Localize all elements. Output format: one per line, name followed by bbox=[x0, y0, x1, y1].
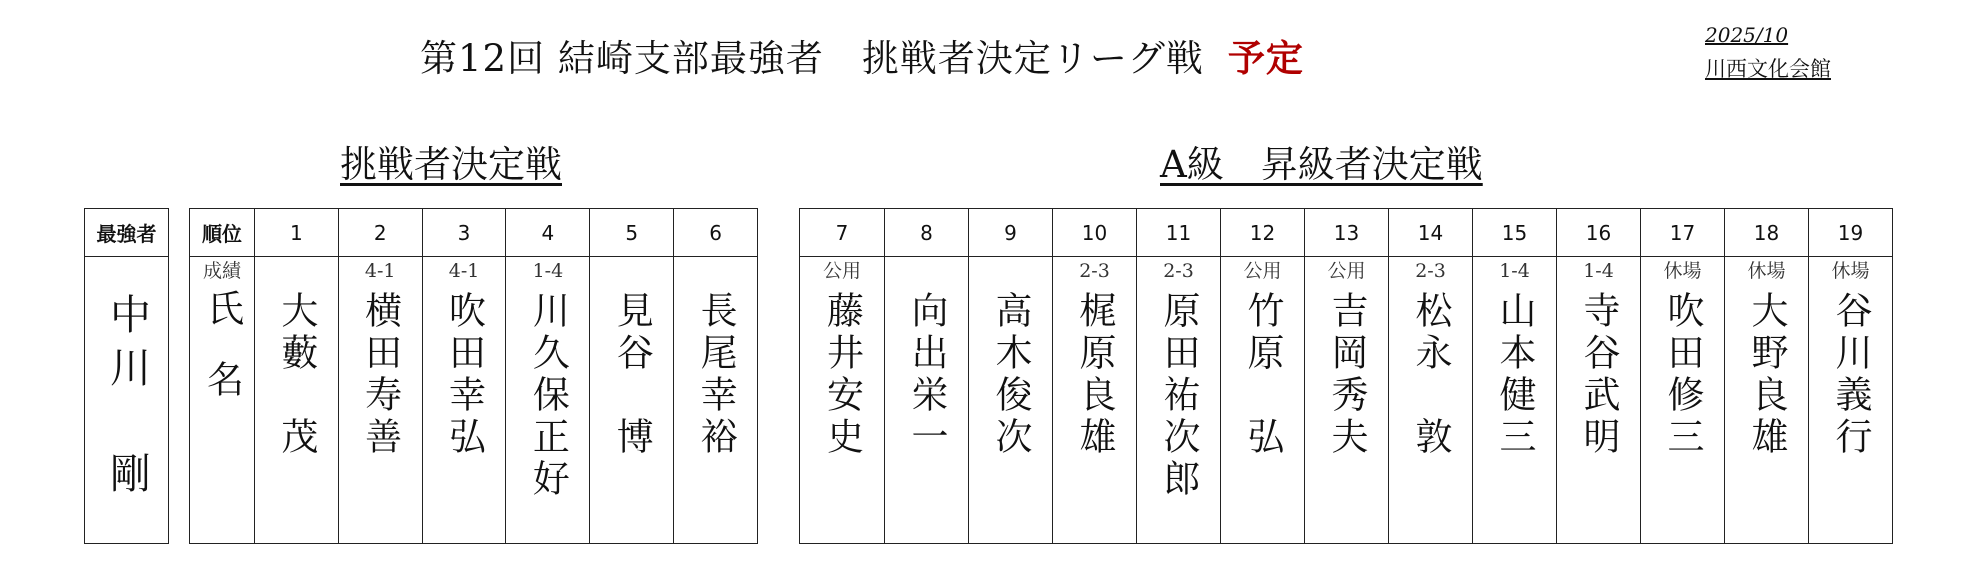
rank-number: 2 bbox=[339, 209, 422, 257]
result-record bbox=[885, 257, 968, 285]
champion-column bbox=[85, 209, 168, 543]
challenger-table bbox=[189, 208, 758, 544]
player-name: 藤井安史 bbox=[820, 291, 864, 459]
result-record: 休場 bbox=[1663, 260, 1702, 282]
rank-number: 11 bbox=[1137, 209, 1220, 257]
player-column bbox=[800, 209, 884, 543]
result-record: 4-1 bbox=[364, 260, 396, 282]
rank-number: 12 bbox=[1221, 209, 1304, 257]
player-column bbox=[968, 209, 1052, 543]
player-name: 原田祐次郎 bbox=[1157, 291, 1200, 501]
promotion-table bbox=[799, 208, 1893, 544]
event-venue: 川西文化会館 bbox=[1705, 57, 1831, 81]
rank-number: 4 bbox=[506, 209, 589, 257]
player-column bbox=[673, 209, 757, 543]
name-label: 氏名 bbox=[200, 289, 244, 431]
section-title-promotion: A級 昇級者決定戦 bbox=[1160, 143, 1483, 186]
event-date: 2025/10 bbox=[1705, 23, 1789, 47]
rank-number: 5 bbox=[590, 209, 673, 257]
player-column bbox=[505, 209, 589, 543]
rank-number: 13 bbox=[1305, 209, 1388, 257]
result-record: 休場 bbox=[1831, 260, 1870, 282]
section-title-challenger: 挑戦者決定戦 bbox=[340, 143, 562, 186]
champion-box bbox=[84, 208, 169, 544]
result-record bbox=[969, 257, 1052, 285]
result-record: 2-3 bbox=[1079, 260, 1110, 282]
player-column bbox=[1640, 209, 1724, 543]
rank-number: 1 bbox=[255, 209, 338, 257]
rank-number: 7 bbox=[800, 209, 884, 257]
champion-name: 中川 剛 bbox=[103, 293, 151, 505]
player-name: 吉岡秀夫 bbox=[1325, 291, 1368, 459]
player-column bbox=[589, 209, 673, 543]
result-record: 4-1 bbox=[448, 260, 480, 282]
rank-number: 18 bbox=[1725, 209, 1808, 257]
player-column bbox=[1136, 209, 1220, 543]
player-name: 大藪 茂 bbox=[274, 291, 318, 459]
player-name: 横田寿善 bbox=[358, 291, 402, 459]
status-label: 予定 bbox=[1227, 36, 1304, 80]
result-record: 1-4 bbox=[1583, 260, 1614, 282]
result-record: 公用 bbox=[1243, 260, 1282, 282]
player-column bbox=[1304, 209, 1388, 543]
result-record bbox=[590, 257, 673, 285]
player-column bbox=[1388, 209, 1472, 543]
result-label: 成績 bbox=[202, 260, 241, 282]
rank-number: 10 bbox=[1053, 209, 1136, 257]
player-name: 向出栄一 bbox=[905, 291, 948, 459]
rank-number: 14 bbox=[1389, 209, 1472, 257]
rank-number: 17 bbox=[1641, 209, 1724, 257]
result-record: 公用 bbox=[1327, 260, 1366, 282]
player-name: 寺谷武明 bbox=[1577, 291, 1620, 459]
rank-number: 15 bbox=[1473, 209, 1556, 257]
player-name: 長尾幸裕 bbox=[694, 291, 738, 459]
result-record: 1-4 bbox=[532, 260, 564, 282]
rank-number: 9 bbox=[969, 209, 1052, 257]
player-name: 見谷 博 bbox=[610, 291, 654, 459]
player-column bbox=[422, 209, 506, 543]
result-record: 1-4 bbox=[1499, 260, 1530, 282]
player-name: 吹田幸弘 bbox=[442, 291, 486, 459]
rank-number: 19 bbox=[1809, 209, 1892, 257]
player-name: 梶原良雄 bbox=[1073, 291, 1116, 459]
player-name: 川久保正好 bbox=[526, 291, 570, 501]
rank-number: 6 bbox=[674, 209, 757, 257]
result-record bbox=[674, 257, 757, 285]
player-name: 山本健三 bbox=[1493, 291, 1536, 459]
player-name: 大野良雄 bbox=[1745, 291, 1788, 459]
rank-number: 16 bbox=[1557, 209, 1640, 257]
title-text: 第12回 結崎支部最強者 挑戦者決定リーグ戦 bbox=[420, 37, 1204, 80]
player-column bbox=[1556, 209, 1640, 543]
label-column bbox=[190, 209, 254, 543]
result-record bbox=[255, 257, 338, 285]
champion-header: 最強者 bbox=[85, 209, 168, 257]
page-title bbox=[420, 28, 1304, 82]
result-record: 2-3 bbox=[1163, 260, 1194, 282]
player-name: 高木俊次 bbox=[989, 291, 1032, 459]
player-name: 竹原 弘 bbox=[1241, 291, 1284, 459]
player-column bbox=[1808, 209, 1892, 543]
player-column bbox=[338, 209, 422, 543]
player-column bbox=[1724, 209, 1808, 543]
player-name: 吹田修三 bbox=[1661, 291, 1704, 459]
rank-header: 順位 bbox=[190, 209, 254, 257]
player-column bbox=[1052, 209, 1136, 543]
player-name: 谷川義行 bbox=[1829, 291, 1872, 459]
player-column bbox=[1220, 209, 1304, 543]
player-name: 松永 敦 bbox=[1409, 291, 1452, 459]
player-column bbox=[884, 209, 968, 543]
player-column bbox=[1472, 209, 1556, 543]
result-record: 2-3 bbox=[1415, 260, 1446, 282]
rank-number: 8 bbox=[885, 209, 968, 257]
player-column bbox=[254, 209, 338, 543]
rank-number: 3 bbox=[423, 209, 506, 257]
result-record: 公用 bbox=[822, 260, 861, 282]
result-record: 休場 bbox=[1747, 260, 1786, 282]
